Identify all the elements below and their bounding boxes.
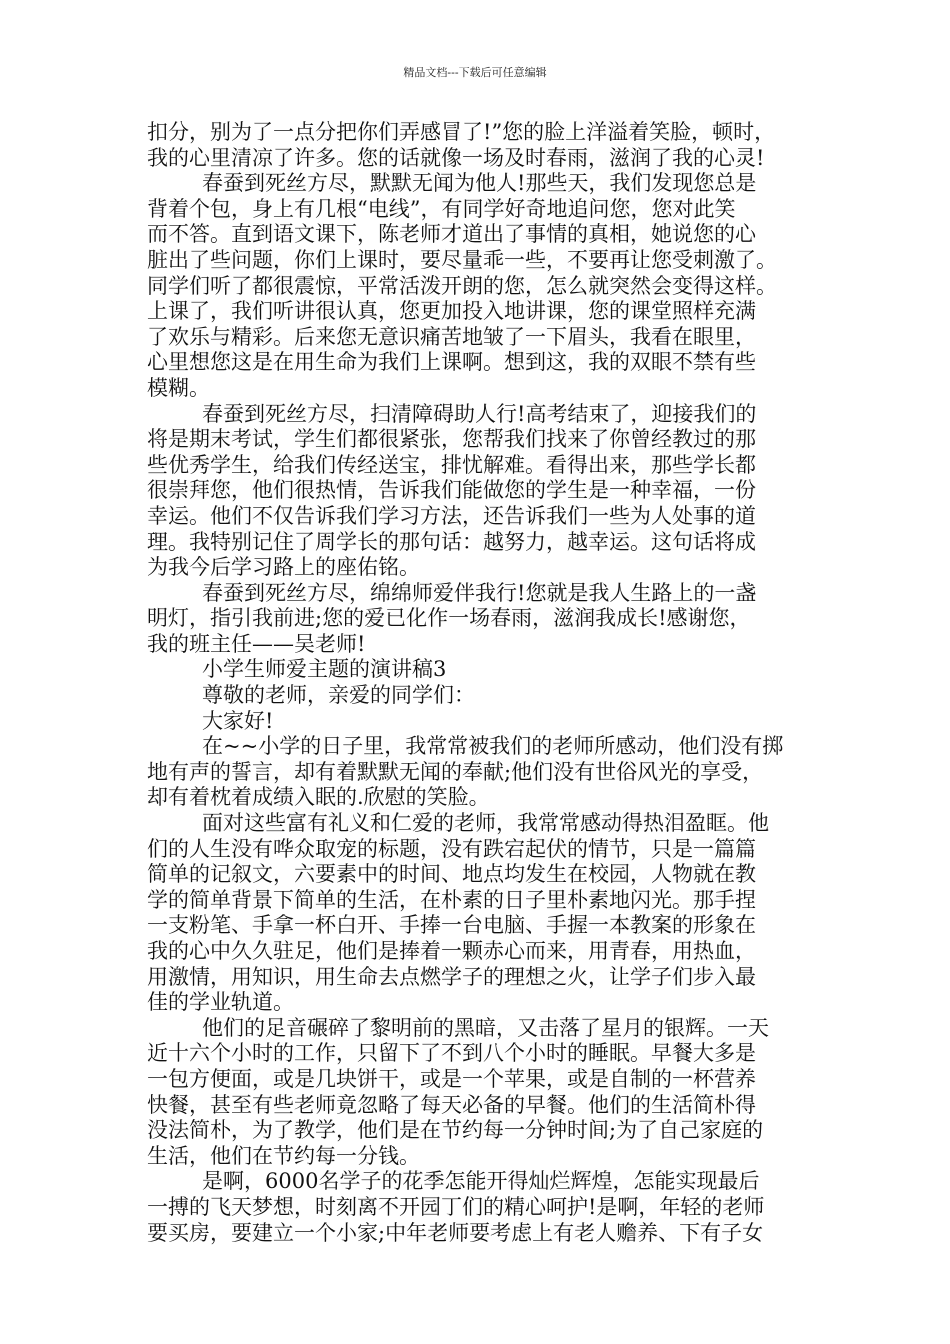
- text-line: 明灯，指引我前进;您的爱已化作一场春雨，滋润我成长!感谢您，: [147, 606, 751, 631]
- text-line: 理。我特别记住了周学长的那句话：越努力，越幸运。这句话将成: [147, 529, 756, 554]
- text-line: 些优秀学生，给我们传经送宝，排忧解难。看得出来，那些学长都: [147, 452, 756, 477]
- text-line: 地有声的誓言，却有着默默无闻的奉献;他们没有世俗风光的享受，: [147, 759, 764, 784]
- text-line: 他们的足音碾碎了黎明前的黑暗，又击落了星月的银辉。一天: [202, 1015, 769, 1040]
- text-line: 佳的学业轨道。: [147, 990, 294, 1015]
- text-line: 脏出了些问题，你们上课时，要尽量乖一些，不要再让您受刺激了。: [147, 247, 777, 272]
- text-line: 小学生师爱主题的演讲稿3: [202, 657, 447, 682]
- text-line: 很崇拜您，他们很热情，告诉我们能做您的学生是一种幸福，一份: [147, 478, 756, 503]
- text-line: 上课了，我们听讲很认真，您更加投入地讲课，您的课堂照样充满: [147, 299, 756, 324]
- text-line: 近十六个小时的工作，只留下了不到八个小时的睡眠。早餐大多是: [147, 1041, 756, 1066]
- text-line: 简单的记叙文，六要素中的时间、地点均发生在校园，人物就在教: [147, 862, 756, 887]
- text-line: 同学们听了都很震惊，平常活泼开朗的您，怎么就突然会变得这样。: [147, 273, 777, 298]
- text-line: 扣分，别为了一点分把你们弄感冒了!”您的脸上洋溢着笑脸，顿时，: [147, 120, 776, 144]
- text-line: 我的班主任——吴老师!: [147, 631, 366, 656]
- text-line: 是啊，6000名学子的花季怎能开得灿烂辉煌，怎能实现最后: [202, 1169, 760, 1194]
- page-header: 精品文档---下载后可任意编辑: [403, 66, 547, 79]
- text-line: 们的人生没有哗众取宠的标题，没有跌宕起伏的情节，只是一篇篇: [147, 836, 756, 861]
- text-line: 快餐，甚至有些老师竟忽略了每天必备的早餐。他们的生活简朴得: [147, 1092, 756, 1117]
- text-line: 将是期末考试，学生们都很紧张，您帮我们找来了你曾经教过的那: [147, 427, 756, 452]
- text-line: 春蚕到死丝方尽，默默无闻为他人!那些天，我们发现您总是: [202, 171, 757, 196]
- text-line: 一支粉笔、手拿一杯白开、手捧一台电脑、手握一本教案的形象在: [147, 913, 756, 938]
- text-line: 生活，他们在节约每一分钱。: [147, 1143, 420, 1168]
- text-line: 我的心中久久驻足，他们是捧着一颗赤心而来，用青春，用热血，: [147, 939, 756, 963]
- text-line: 面对这些富有礼义和仁爱的老师，我常常感动得热泪盈眶。他: [202, 811, 769, 836]
- document-body: [147, 120, 807, 1246]
- text-line: 模糊。: [147, 375, 210, 400]
- text-line: 一搏的飞天梦想，时刻离不开园丁们的精心呵护!是啊，年轻的老师: [147, 1194, 765, 1219]
- text-line: 用激情，用知识，用生命去点燃学子的理想之火，让学子们步入最: [147, 964, 756, 989]
- text-line: 了欢乐与精彩。后来您无意识痛苦地皱了一下眉头，我看在眼里，: [147, 324, 756, 349]
- text-line: 学的简单背景下简单的生活，在朴素的日子里朴素地闪光。那手捏: [147, 887, 756, 912]
- text-line: 春蚕到死丝方尽，扫清障碍助人行!高考结束了，迎接我们的: [202, 401, 757, 426]
- text-line: 大家好!: [202, 708, 274, 733]
- text-line: 为我今后学习路上的座佑铭。: [147, 555, 420, 580]
- text-line: 我的心里清凉了许多。您的话就像一场及时春雨，滋润了我的心灵!: [147, 145, 765, 170]
- text-line: 幸运。他们不仅告诉我们学习方法，还告诉我们一些为人处事的道: [147, 503, 756, 528]
- text-line: 春蚕到死丝方尽，绵绵师爱伴我行!您就是我人生路上的一盏: [202, 580, 757, 605]
- text-line: 一包方便面，或是几块饼干，或是一个苹果，或是自制的一杯营养: [147, 1066, 756, 1091]
- text-line: 心里想您这是在用生命为我们上课啊。想到这，我的双眼不禁有些: [147, 350, 756, 375]
- text-line: 要买房，要建立一个小家;中年老师要考虑上有老人赡养、下有子女: [147, 1220, 764, 1245]
- text-line: 尊敬的老师，亲爱的同学们：: [202, 683, 475, 708]
- text-line: 却有着枕着成绩入眠的.欣慰的笑脸。: [147, 785, 490, 810]
- text-line: 背着个包，身上有几根“电线”，有同学好奇地追问您，您对此笑: [147, 196, 736, 221]
- text-line: 没法简朴，为了教学，他们是在节约每一分钟时间;为了自己家庭的: [147, 1118, 764, 1143]
- text-line: 在~~小学的日子里，我常常被我们的老师所感动，他们没有掷: [202, 734, 784, 759]
- text-line: 而不答。直到语文课下，陈老师才道出了事情的真相，她说您的心: [147, 222, 756, 247]
